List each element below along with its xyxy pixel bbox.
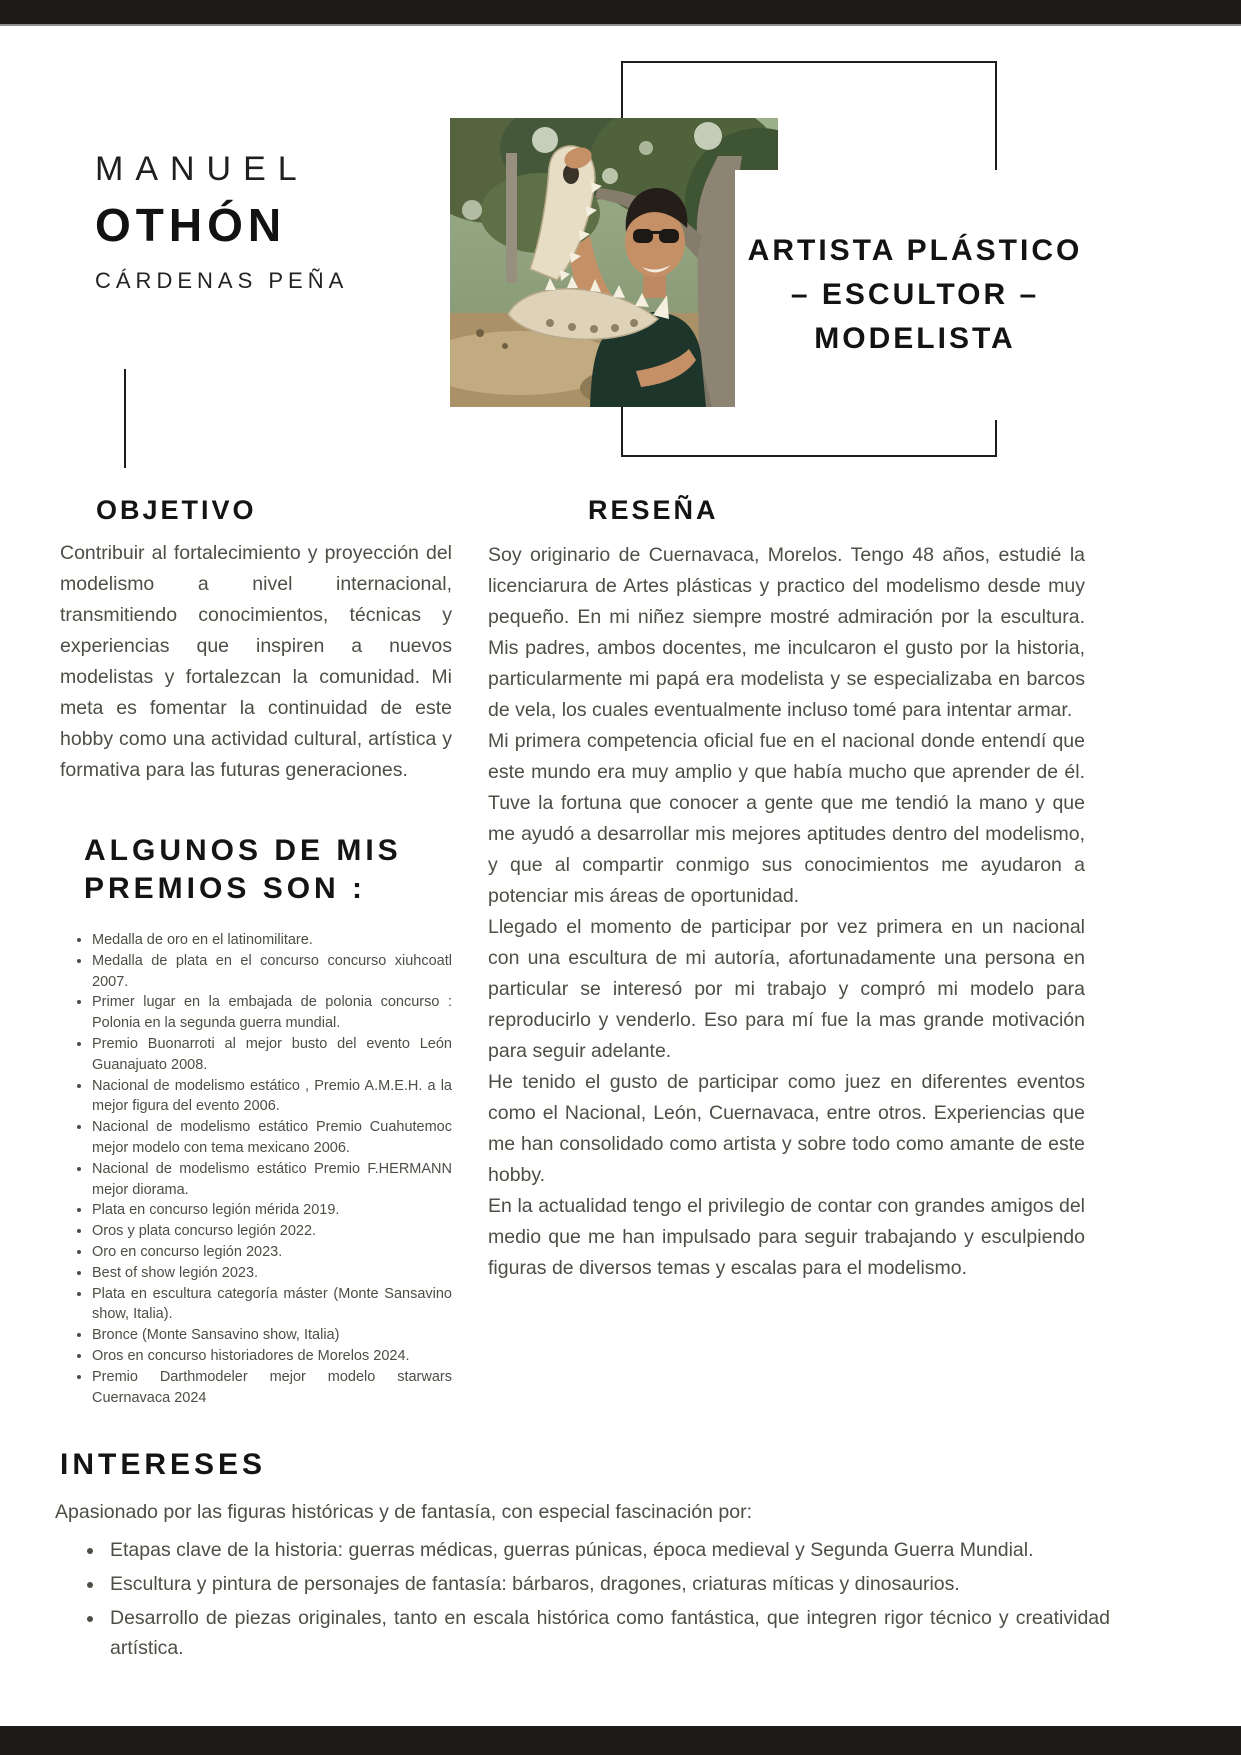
resena-paragraph: He tenido el gusto de participar como juez en diferentes eventos como el Nacional, León, Cuernavaca, entre otros. Experiencias que me han consolidado como artista y sobre todo como amante de este hobby. <box>488 1071 1085 1186</box>
premio-item: • Nacional de modelismo estático Premio Cuahutemoc mejor modelo con tema mexicano 2006. <box>92 1117 452 1159</box>
top-black-bar <box>0 0 1241 26</box>
intereses-list <box>55 1535 1110 1663</box>
role-title <box>735 170 1095 420</box>
premio-item: • Nacional de modelismo estático , Premio A.M.E.H. a la mejor figura del evento 2006. <box>92 1076 452 1118</box>
right-column <box>488 495 1085 1284</box>
name-block <box>95 150 348 294</box>
intereses-heading: INTERESES <box>60 1448 267 1481</box>
premio-item: • Best of show legión 2023. <box>92 1263 452 1284</box>
premio-item: • Oro en concurso legión 2023. <box>92 1242 452 1263</box>
resena-heading: RESEÑA <box>588 495 719 525</box>
resena-paragraph: Soy originario de Cuernavaca, Morelos. Tengo 48 años, estudié la licenciarura de Artes plásticas y practico del modelismo desde muy pequeño. En mi niñez siempre mostré admiración por la escultura. Mis padres, ambos docentes, me inculcaron el gusto por la historia, particularmente mi papá era modelista y se especializaba en barcos de vela, los cuales eventualmente incluso tomé para intentar armar. <box>488 544 1085 721</box>
resena-paragraph: Mi primera competencia oficial fue en el nacional donde entendí que este mundo era muy amplio y que había mucho que aprender de él. Tuve la fortuna que conocer a gente que me tendió la mano y que me ayudó a desarrollar mis mejores aptitudes dentro del modelismo, y que al compartir conmigo sus conocimientos me ayudaron a potenciar mis áreas de oportunidad. <box>488 730 1085 907</box>
role-line-2: – ESCULTOR – <box>790 278 1040 311</box>
premio-item: • Medalla de plata en el concurso concurso xiuhcoatl 2007. <box>92 951 452 993</box>
surname: CÁRDENAS PEÑA <box>95 268 349 293</box>
premio-item: • Premio Buonarroti al mejor busto del evento León Guanajuato 2008. <box>92 1034 452 1076</box>
middle-name: OTHÓN <box>95 199 287 251</box>
interes-item: • Escultura y pintura de personajes de fantasía: bárbaros, dragones, criaturas míticas y dinosaurios. <box>105 1569 1110 1599</box>
premios-heading-line-1: ALGUNOS DE MIS <box>84 834 402 867</box>
intereses-section <box>55 1448 1195 1663</box>
premio-item: • Primer lugar en la embajada de polonia concurso : Polonia en la segunda guerra mundial. <box>92 992 452 1034</box>
premios-heading-line-2: PREMIOS SON : <box>84 872 367 905</box>
left-column <box>60 495 452 1408</box>
premio-item: • Plata en concurso legión mérida 2019. <box>92 1200 452 1221</box>
premios-list <box>60 930 452 1408</box>
bottom-black-bar <box>0 1726 1241 1755</box>
vertical-rule <box>124 369 126 468</box>
premio-item: • Bronce (Monte Sansavino show, Italia) <box>92 1325 452 1346</box>
resena-paragraph: En la actualidad tengo el privilegio de contar con grandes amigos del medio que me han impulsado para seguir trabajando y esculpiendo figuras de diversos temas y escalas para el modelismo. <box>488 1195 1085 1279</box>
premio-item: • Oros en concurso historiadores de Morelos 2024. <box>92 1346 452 1367</box>
role-line-3: MODELISTA <box>814 322 1016 355</box>
first-name: MANUEL <box>95 150 309 188</box>
premio-item: • Premio Darthmodeler mejor modelo starwars Cuernavaca 2024 <box>92 1367 452 1409</box>
premio-item: • Medalla de oro en el latinomilitare. <box>92 930 452 951</box>
intereses-intro: Apasionado por las figuras históricas y de fantasía, con especial fascinación por: <box>55 1501 752 1523</box>
resena-paragraph: Llegado el momento de participar por vez primera en un nacional con una escultura de mi autoría, afortunadamente una persona en particular se interesó por mi trabajo y compró mi modelo para reproducirlo y venderlo. Eso para mí fue la mas grande motivación para seguir adelante. <box>488 916 1085 1062</box>
premio-item: • Nacional de modelismo estático Premio F.HERMANN mejor diorama. <box>92 1159 452 1201</box>
premio-item: • Plata en escultura categoría máster (Monte Sansavino show, Italia). <box>92 1284 452 1326</box>
role-line-1: ARTISTA PLÁSTICO <box>747 234 1083 267</box>
interes-item: • Etapas clave de la historia: guerras médicas, guerras púnicas, época medieval y Segunda Guerra Mundial. <box>105 1535 1110 1565</box>
objetivo-heading: OBJETIVO <box>96 495 257 525</box>
premios-heading <box>84 832 452 908</box>
premio-item: • Oros y plata concurso legión 2022. <box>92 1221 452 1242</box>
objetivo-body: Contribuir al fortalecimiento y proyección del modelismo a nivel internacional, transmitiendo conocimientos, técnicas y experiencias que inspiren a nuevos modelistas y fortalezcan la comunidad. Mi meta es fomentar la continuidad de este hobby como una actividad cultural, artística y formativa para las futuras generaciones. <box>60 542 452 781</box>
interes-item: • Desarrollo de piezas originales, tanto en escala histórica como fantástica, que integren rigor técnico y creatividad artística. <box>105 1603 1110 1663</box>
portrait-photo <box>450 118 778 407</box>
resena-body <box>488 540 1085 1284</box>
